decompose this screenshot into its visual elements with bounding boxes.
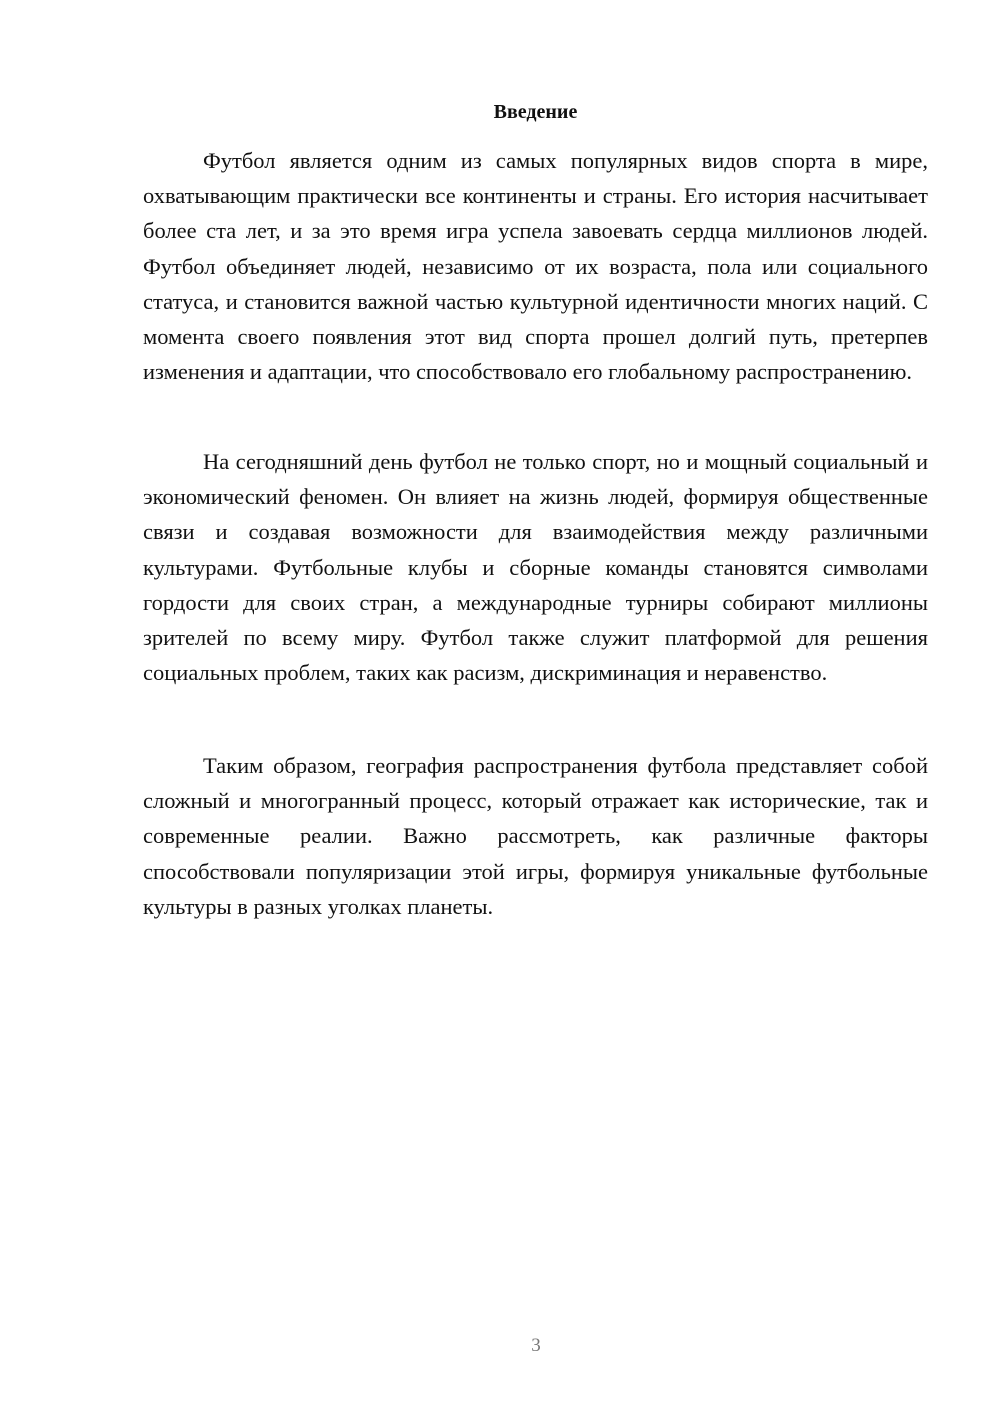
paragraph-3: Таким образом, география распространения футбола представляет собой сложный и многогранный процесс, который отражает как исторические, так и современные реалии. Важно рассмотреть, как различные факторы способствовали популяризации этой игры, формируя уникальные футбольные культуры в разных уголках планеты.: [143, 753, 928, 919]
section-heading: Введение: [493, 101, 578, 123]
paragraph-2: На сегодняшний день футбол не только спорт, но и мощный социальный и экономический феномен. Он влияет на жизнь людей, формируя общественные связи и создавая возможности для взаимодействия между различными культурами. Футбольные клубы и сборные команды становятся символами гордости для своих стран, а международные турниры собирают миллионы зрителей по всему миру. Футбол также служит платформой для решения социальных проблем, таких как расизм, дискриминация и неравенство.: [143, 449, 928, 686]
paragraph-1: Футбол является одним из самых популярных видов спорта в мире, охватывающим практически все континенты и страны. Его история насчитывает более ста лет, и за это время игра успела завоевать сердца миллионов людей. Футбол объединяет людей, независимо от их возраста, пола или социального статуса, и становится важной частью культурной идентичности многих наций. С момента своего появления этот вид спорта прошел долгий путь, претерпев изменения и адаптации, что способствовало его глобальному распространению.: [143, 148, 928, 385]
page-number: 3: [531, 1335, 541, 1356]
